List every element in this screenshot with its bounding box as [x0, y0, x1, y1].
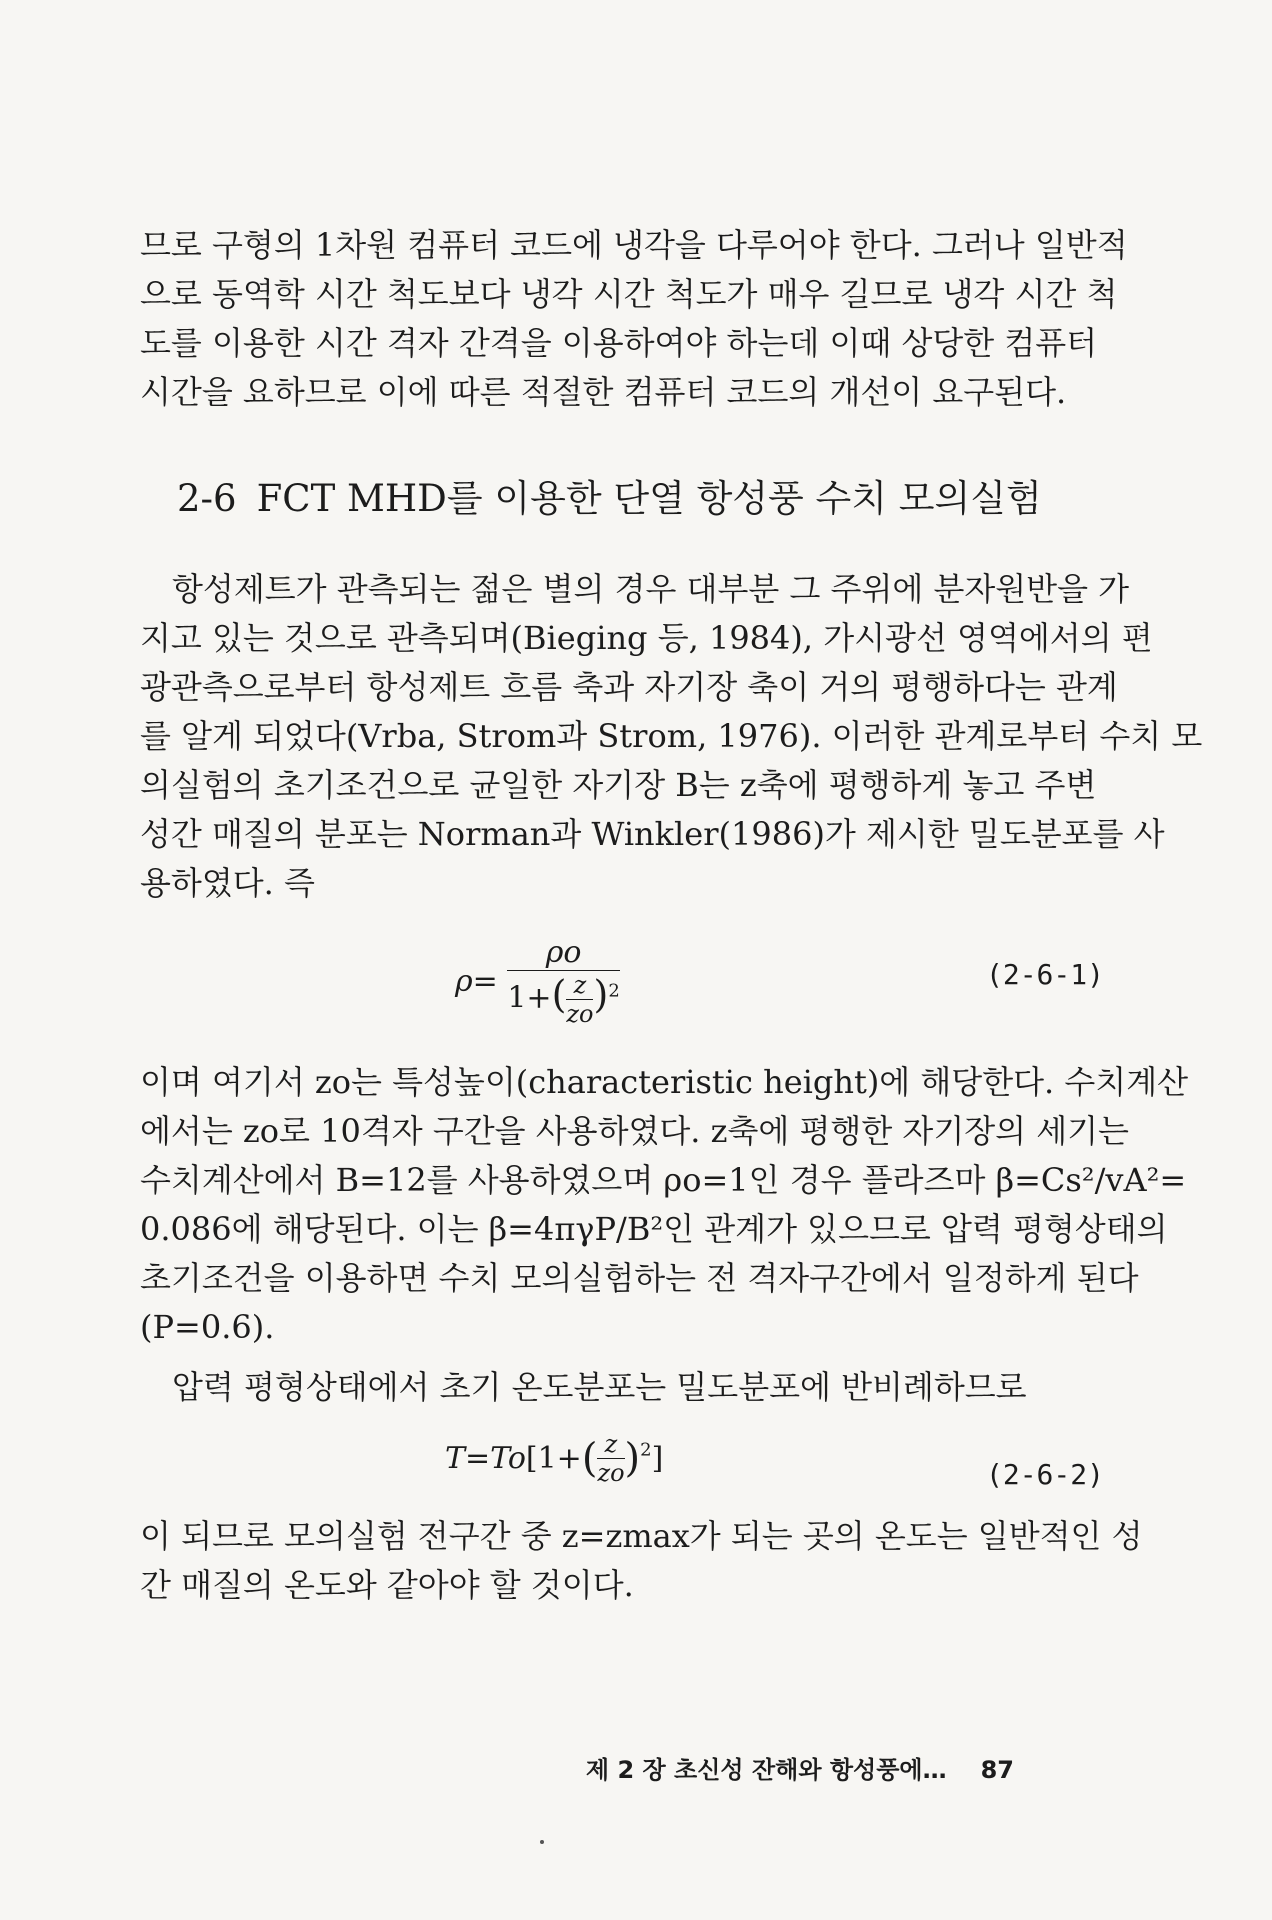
denominator-prefix: 1+: [507, 980, 552, 1016]
print-speck: [540, 1840, 544, 1844]
paragraph-2: [140, 565, 1203, 908]
inner-numerator: z: [597, 1430, 624, 1459]
exponent: 2: [640, 1439, 652, 1461]
bracket-close: ]: [651, 1441, 664, 1476]
section-number: 2-6: [177, 477, 237, 520]
text-line: 에서는 zo로 10격자 구간을 사용하였다. z축에 평행한 자기장의 세기는: [140, 1112, 1129, 1150]
inner-fraction: [597, 1430, 624, 1487]
equation-lhs: ρ=: [455, 964, 498, 999]
text-line: 므로 구형의 1차원 컴퓨터 코드에 냉각을 다루어야 한다. 그러나 일반적: [140, 226, 1128, 264]
section-heading: [177, 468, 1042, 522]
text-line: 지고 있는 것으로 관측되며(Bieging 등, 1984), 가시광선 영역에서의 편: [140, 619, 1153, 657]
equation-2-6-1: [455, 935, 620, 1028]
bracket-open: [1+: [525, 1441, 582, 1476]
inner-numerator: z: [566, 971, 593, 1000]
text-line: 수치계산에서 B=12를 사용하였으며 ρo=1인 경우 플라즈마 β=Cs²/vA²=: [140, 1161, 1187, 1199]
paragraph-1: [140, 221, 1128, 417]
text-line: 광관측으로부터 항성제트 흐름 축과 자기장 축이 거의 평행하다는 관계: [140, 668, 1118, 706]
inner-denominator: zo: [566, 1000, 594, 1028]
text-line: 간 매질의 온도와 같아야 할 것이다.: [140, 1566, 634, 1604]
equation-denominator: 1+( $\frac{z}{zo}$ )$^2$: [507, 971, 620, 1028]
paragraph-5: [140, 1512, 1143, 1610]
page-footer: [586, 1750, 1014, 1785]
page-number: 87: [980, 1756, 1014, 1784]
equation-number: (2-6-1): [985, 958, 1104, 991]
text-line: 이 되므로 모의실험 전구간 중 z=zmax가 되는 곳의 온도는 일반적인 성: [140, 1517, 1143, 1555]
text-line: 초기조건을 이용하면 수치 모의실험하는 전 격자구간에서 일정하게 된다: [140, 1259, 1139, 1297]
text-line: (P=0.6).: [140, 1308, 275, 1346]
text-line: 의실험의 초기조건으로 균일한 자기장 B는 z축에 평행하게 놓고 주변: [140, 766, 1097, 804]
exponent: 2: [608, 980, 620, 1002]
text-line: 도를 이용한 시간 격자 간격을 이용하여야 하는데 이때 상당한 컴퓨터: [140, 324, 1098, 362]
text-line: 를 알게 되었다(Vrba, Strom과 Strom, 1976). 이러한 관계로부터 수치 모: [140, 717, 1203, 755]
text-line: 시간을 요하므로 이에 따른 적절한 컴퓨터 코드의 개선이 요구된다.: [140, 373, 1067, 411]
equation-numerator: ρo: [507, 935, 619, 971]
text-line: 이며 여기서 zo는 특성높이(characteristic height)에 해당한다. 수치계산: [140, 1063, 1189, 1101]
text-line: 성간 매질의 분포는 Norman과 Winkler(1986)가 제시한 밀도분포를 사: [140, 815, 1165, 853]
equation-number: (2-6-2): [985, 1458, 1104, 1491]
paragraph-4: [140, 1363, 1074, 1412]
section-title: FCT MHD를 이용한 단열 항성풍 수치 모의실험: [256, 477, 1042, 520]
paragraph-3: [140, 1058, 1189, 1352]
equation-lhs: T=To: [445, 1441, 526, 1476]
text-line: 0.086에 해당된다. 이는 β=4πγP/B²인 관계가 있으므로 압력 평형상태의: [140, 1210, 1168, 1248]
text-line: 용하였다. 즉: [140, 864, 315, 902]
text-line: 압력 평형상태에서 초기 온도분포는 밀도분포에 반비례하므로: [172, 1368, 1027, 1406]
equation-fraction: [507, 935, 619, 1028]
inner-fraction: [566, 971, 593, 1028]
chapter-title: 제 2 장 초신성 잔해와 항성풍에…: [585, 1756, 947, 1784]
equation-2-6-2: T=To[1+( $\frac{z}{zo}$ )$^2$]: [445, 1430, 664, 1487]
inner-denominator: zo: [597, 1459, 625, 1487]
text-line: 으로 동역학 시간 척도보다 냉각 시간 척도가 매우 길므로 냉각 시간 척: [140, 275, 1118, 313]
text-line: 항성제트가 관측되는 젊은 별의 경우 대부분 그 주위에 분자원반을 가: [172, 570, 1130, 608]
